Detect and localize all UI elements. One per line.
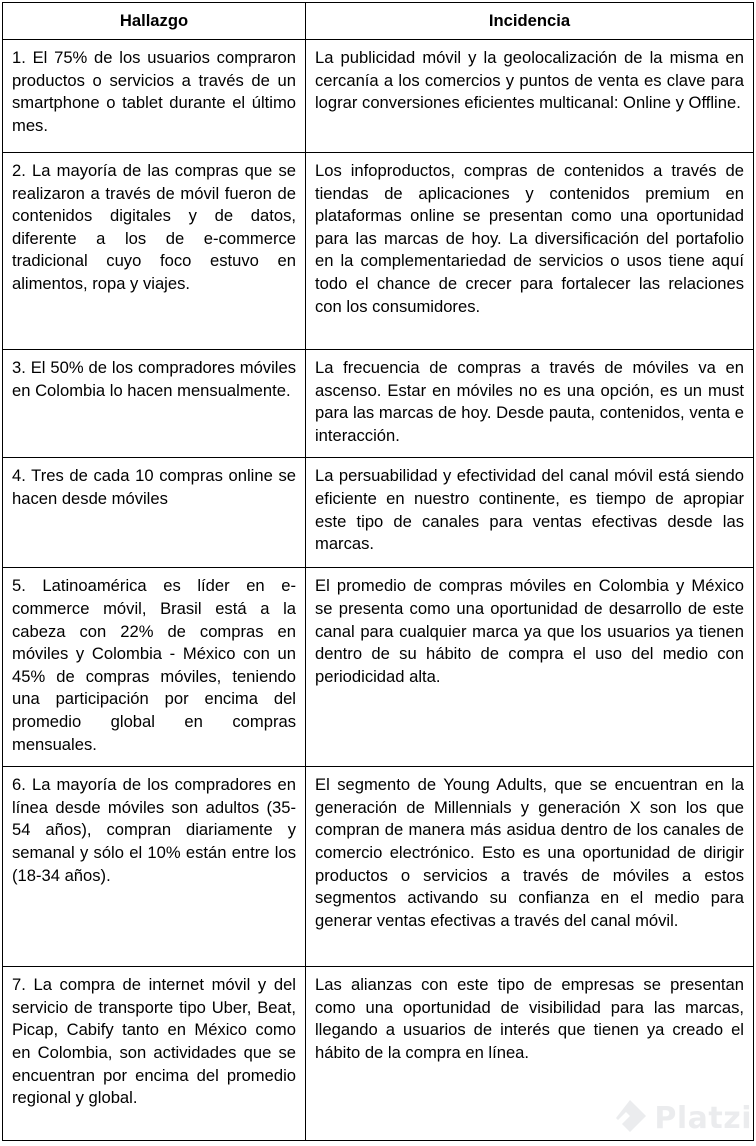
table-row bbox=[3, 40, 754, 153]
incidencia-cell: La frecuencia de compras a través de móviles va en ascenso. Estar en móviles no es una opción, es un must para las marcas de hoy. Desde pauta, contenidos, venta e interacción. bbox=[306, 350, 754, 458]
table-row bbox=[3, 767, 754, 967]
hallazgo-cell: 4. Tres de cada 10 compras online se hacen desde móviles bbox=[3, 458, 306, 568]
table-header-row bbox=[3, 3, 754, 40]
table-row bbox=[3, 458, 754, 568]
hallazgo-cell: 7. La compra de internet móvil y del servicio de transporte tipo Uber, Beat, Picap, Cabify tanto en México como en Colombia, son actividades que se encuentran por encima del promedio regional y global. bbox=[3, 967, 306, 1141]
hallazgo-cell: 3. El 50% de los compradores móviles en Colombia lo hacen mensualmente. bbox=[3, 350, 306, 458]
hallazgo-cell: 5. Latinoamérica es líder en e-commerce móvil, Brasil está a la cabeza con 22% de compras en móviles y Colombia - México con un 45% de compras móviles, teniendo una participación por encima del promedio global en compras mensuales. bbox=[3, 568, 306, 767]
findings-table bbox=[2, 2, 754, 1141]
hallazgo-cell: 1. El 75% de los usuarios compraron productos o servicios a través de un smartphone o tablet durante el último mes. bbox=[3, 40, 306, 153]
incidencia-cell: Las alianzas con este tipo de empresas se presentan como una oportunidad de visibilidad para las marcas, llegando a usuarios de interés que tienen ya creado el hábito de la compra en línea. bbox=[306, 967, 754, 1141]
incidencia-cell: Los infoproductos, compras de contenidos a través de tiendas de aplicaciones y contenidos premium en plataformas online se presentan como una oportunidad para las marcas de hoy. La diversificación del portafolio en la complementariedad de servicios o usos tiene aquí todo el chance de crecer para fortalecer las relaciones con los consumidores. bbox=[306, 153, 754, 350]
hallazgo-cell: 2. La mayoría de las compras que se realizaron a través de móvil fueron de contenidos digitales y de datos, diferente a los de e-commerce tradicional cuyo foco estuvo en alimentos, ropa y viajes. bbox=[3, 153, 306, 350]
table-row bbox=[3, 568, 754, 767]
table-row bbox=[3, 350, 754, 458]
incidencia-cell: La publicidad móvil y la geolocalización de la misma en cercanía a los comercios y puntos de venta es clave para lograr conversiones eficientes multicanal: Online y Offline. bbox=[306, 40, 754, 153]
header-hallazgo: Hallazgo bbox=[3, 3, 306, 40]
incidencia-cell: La persuabilidad y efectividad del canal móvil está siendo eficiente en nuestro continente, es tiempo de apropiar este tipo de canales para ventas efectivas desde las marcas. bbox=[306, 458, 754, 568]
incidencia-cell: El segmento de Young Adults, que se encuentran en la generación de Millennials y generación X son los que compran de manera más asidua dentro de los canales de comercio electrónico. Esto es una oportunidad de dirigir productos o servicios a través de móviles a estos segmentos activando su confianza en el medio para generar ventas efectivas a través del canal móvil. bbox=[306, 767, 754, 967]
incidencia-cell: El promedio de compras móviles en Colombia y México se presenta como una oportunidad de desarrollo de este canal para cualquier marca ya que los usuarios ya tienen dentro de su hábito de compra el uso del medio con periodicidad alta. bbox=[306, 568, 754, 767]
header-incidencia: Incidencia bbox=[306, 3, 754, 40]
hallazgo-cell: 6. La mayoría de los compradores en línea desde móviles son adultos (35-54 años), compran diariamente y semanal y sólo el 10% están entre los (18-34 años). bbox=[3, 767, 306, 967]
platzi-watermark bbox=[612, 1096, 752, 1140]
table-row bbox=[3, 153, 754, 350]
watermark-text: Platzi bbox=[654, 1100, 752, 1136]
platzi-logo-icon bbox=[612, 1098, 648, 1138]
